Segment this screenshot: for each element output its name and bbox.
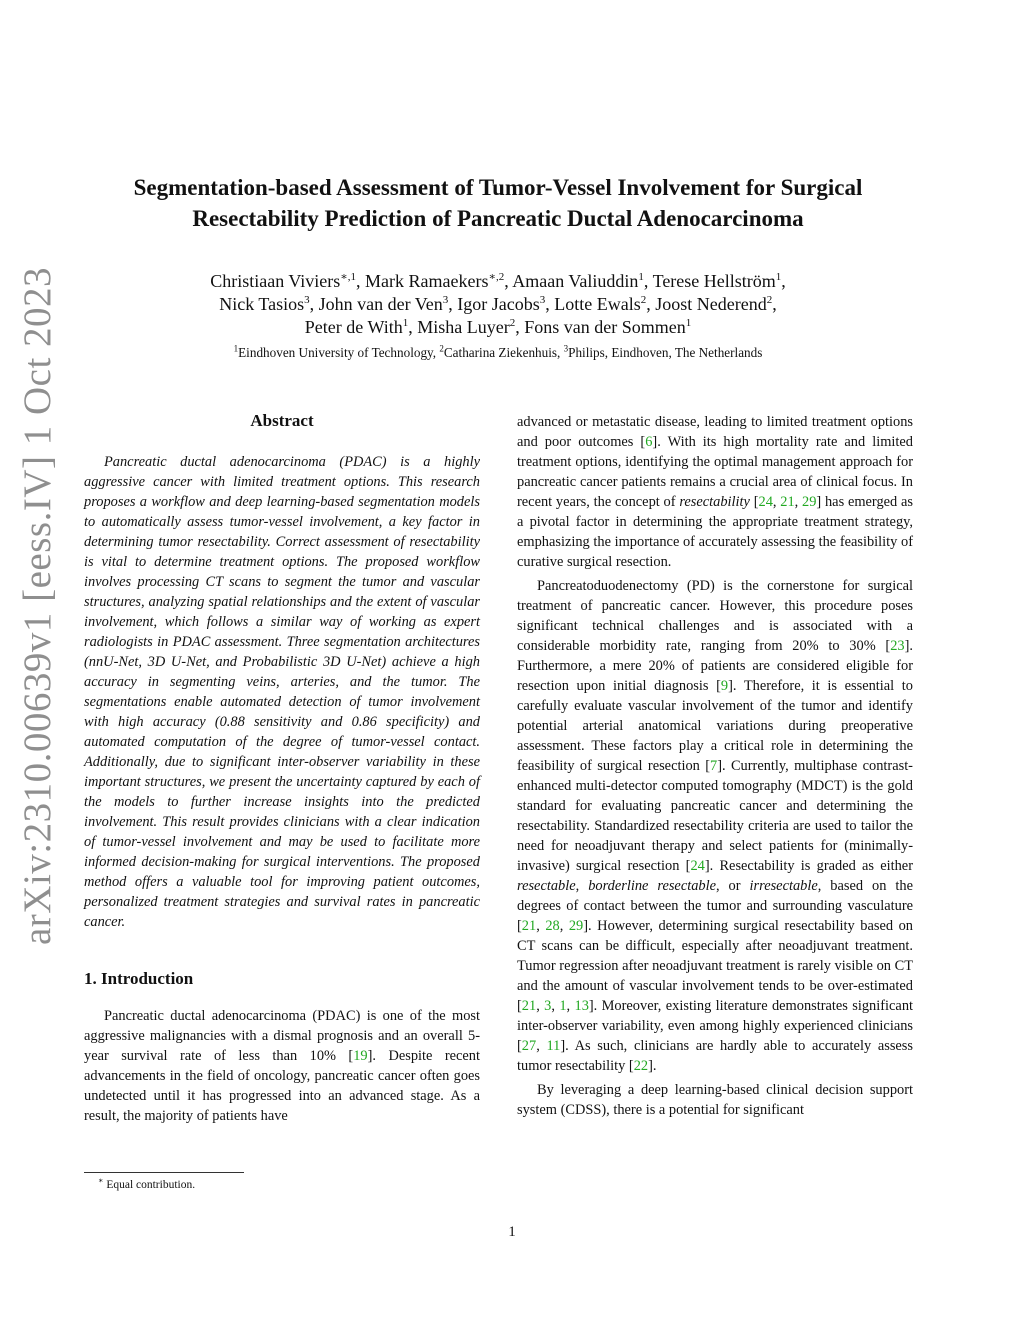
- author-affiliation-mark: 1: [685, 317, 692, 329]
- affiliation-1: $^1$Eindhoven University of Technology,: [233, 343, 440, 360]
- author-affiliation-mark: 2: [509, 317, 516, 329]
- paper-title: [80, 172, 916, 234]
- author-list: [80, 270, 916, 339]
- author-name: John van der Ven: [318, 294, 443, 314]
- citation-link[interactable]: 21: [521, 918, 537, 934]
- citation-link[interactable]: 3: [544, 998, 552, 1014]
- author-name: Terese Hellström: [652, 271, 776, 291]
- author-name: Mark Ramaekers: [365, 271, 489, 291]
- emphasized-term: borderline resectable: [588, 878, 716, 894]
- citation-link[interactable]: 29: [568, 918, 584, 934]
- abstract-heading: Abstract: [250, 411, 314, 430]
- author-line-3: Peter de With$^1$, Misha Luyer$^2$, Fons van der Sommen$^1$: [304, 317, 692, 337]
- citation-link[interactable]: 19: [353, 1048, 368, 1064]
- citation-link[interactable]: 24: [758, 494, 773, 510]
- citation-link[interactable]: 27: [521, 1038, 537, 1054]
- author-affiliation-mark: ∗,2: [488, 271, 505, 283]
- citation-link[interactable]: 7: [710, 758, 718, 774]
- author-affiliation-mark: 1: [402, 317, 409, 329]
- affiliations: [80, 344, 916, 362]
- citation-link[interactable]: 13: [574, 998, 589, 1014]
- citation-link[interactable]: 11: [546, 1038, 561, 1054]
- author-affiliation-mark: 1: [638, 271, 644, 283]
- title-line-1: Segmentation-based Assessment of Tumor-Vessel Involvement for Surgical: [133, 175, 863, 200]
- author-name: Igor Jacobs: [457, 294, 540, 314]
- author-affiliation-mark: 3: [442, 294, 449, 306]
- right-paragraph-1: advanced or metastatic disease, leading to limited treatment options and poor outcomes [6]. With its high mortality rate and limited treatment options, identifying the optimal management approach for pancreatic cancer patients remains a crucial area of clinical focus. In recent years, the concept of resectability [24, 21, 29] has emerged as a pivotal factor in determining the appropriate treatment strategy, emphasizing the importance of accurately assessing the feasibility of curative surgical resection.: [517, 414, 913, 570]
- author-name: Joost Nederend: [655, 294, 767, 314]
- right-column: [517, 412, 913, 1120]
- emphasized-term: resectable: [517, 878, 576, 894]
- citation-link[interactable]: 6: [645, 434, 653, 450]
- intro-paragraph-1: Pancreatic ductal adenocarcinoma (PDAC) is one of the most aggressive malignancies with a dismal prognosis and an overall 5-year survival rate of less than 10% [19]. Despite recent advancements in the field of oncology, pancreatic cancer often goes undetected until it has progressed into an advanced stage. As a result, the majority of patients have: [84, 1008, 480, 1124]
- citation-link[interactable]: 21: [780, 494, 795, 510]
- author-affiliation-mark: 3: [539, 294, 546, 306]
- author-line-1: Christiaan Viviers$^{∗,1}$, Mark Ramaekers$^{∗,2}$, Amaan Valiuddin$^1$, Terese Hellström$^1$,: [210, 271, 786, 291]
- emphasized-term: irresectable: [749, 878, 818, 894]
- citation-link[interactable]: 22: [633, 1058, 649, 1074]
- citation-link[interactable]: 23: [890, 638, 905, 654]
- citation-link[interactable]: 1: [559, 998, 567, 1014]
- abstract-text: Pancreatic ductal adenocarcinoma (PDAC) is a highly aggressive cancer with limited treatment options. This research proposes a workflow and deep learning-based segmentation models to automatically assess tumor-vessel involvement, a key factor in determining tumor resectability. Correct assessment of resectability is vital to determine treatment options. The proposed workflow involves processing CT scans to segment the tumor and vascular structures, analyzing spatial relationships and the extent of vascular involvement, which follows a similar way of working as expert radiologists in PDAC assessment. Three segmentation architectures (nnU-Net, 3D U-Net, and Probabilistic 3D U-Net) achieve a high accuracy in segmenting veins, arteries, and the tumor. The segmentations enable automated detection of tumor involvement with high accuracy (0.88 sensitivity and 0.86 specificity) and automated computation of the degree of tumor-vessel contact. Additionally, due to significant inter-observer variability in these important structures, we present the uncertainty captured by each of the models to further increase insights into the predicted involvement. This result provides clinicians with a clear indication of tumor-vessel involvement and may be used to facilitate more informed decision-making for surgical interventions. The proposed method offers a valuable tool for improving patient outcomes, personalized treatment strategies and survival rates in pancreatic cancer.: [84, 454, 480, 930]
- citation-link[interactable]: 28: [545, 918, 560, 934]
- footnote: ∗ Equal contribution.: [98, 1176, 196, 1191]
- author-name: Amaan Valiuddin: [512, 271, 639, 291]
- emphasized-term: resectability: [679, 494, 750, 510]
- author-name: Nick Tasios: [219, 294, 305, 314]
- citation-link[interactable]: 29: [802, 494, 817, 510]
- introduction-heading: 1. Introduction: [84, 969, 194, 988]
- author-name: Misha Luyer: [417, 317, 510, 337]
- citation-link[interactable]: 9: [720, 678, 729, 694]
- footnote-divider: [84, 1172, 244, 1173]
- affiliation-3: $^3$Philips, Eindhoven, The Netherlands: [563, 343, 763, 360]
- author-name: Peter de With: [304, 317, 403, 337]
- author-affiliation-mark: 2: [640, 294, 647, 306]
- author-name: Lotte Ewals: [554, 294, 641, 314]
- title-line-2: Resectability Prediction of Pancreatic Ductal Adenocarcinoma: [192, 206, 804, 231]
- right-paragraph-3: By leveraging a deep learning-based clinical decision support system (CDSS), there is a potential for significant: [517, 1082, 913, 1118]
- left-column: [84, 410, 480, 1126]
- author-name: Christiaan Viviers: [210, 271, 341, 291]
- citation-link[interactable]: 24: [690, 858, 705, 874]
- author-affiliation-mark: 1: [775, 271, 782, 283]
- right-paragraph-2: Pancreatoduodenectomy (PD) is the cornerstone for surgical treatment of pancreatic cancer. However, this procedure poses significant technical challenges and is associated with a considerable morbidity rate, ranging from 20% to 30% [23]. Furthermore, a mere 20% of patients are considered eligible for resection upon initial diagnosis [9]. Therefore, it is essential to carefully evaluate vascular involvement of the tumor and identify potential arterial anatomical variations during preoperative assessment. These factors play a critical role in determining the feasibility of surgical resection [7]. Currently, multiphase contrast-enhanced multi-detector computed tomography (MDCT) is the gold standard for evaluating pancreatic cancer and determining the resectability. Standardized resectability criteria are used to tailor the need for neoadjuvant therapy and select patients for (minimally-invasive) surgical resection [24]. Resectability is graded as either resectable, borderline resectable, or irresectable, based on the degrees of contact between the tumor and surrounding vasculature [21, 28, 29]. However, determining surgical resectability based on CT scans can be difficult, especially after neoadjuvant treatment. Tumor regression after neoadjuvant treatment is rarely visible on CT and the amount of vascular involvement tends to be over-estimated [21, 3, 1, 13]. Moreover, existing literature demonstrates significant inter-observer variability, even among highly experienced clinicians [27, 11]. As such, clinicians are hardly able to accurately assess tumor resectability [22].: [517, 578, 914, 1074]
- citation-link[interactable]: 21: [521, 998, 537, 1014]
- author-affiliation-mark: ∗,1: [340, 271, 357, 283]
- author-line-2: Nick Tasios$^3$, John van der Ven$^3$, Igor Jacobs$^3$, Lotte Ewals$^2$, Joost Nederend$^2$,: [219, 294, 777, 314]
- author-affiliation-mark: 2: [766, 294, 773, 306]
- page-number: 1: [508, 1224, 516, 1240]
- author-affiliation-mark: 3: [304, 294, 310, 306]
- affiliation-2: $^2$Catharina Ziekenhuis,: [439, 343, 564, 360]
- arxiv-identifier: arXiv:2310.00639v1 [eess.IV] 1 Oct 2023: [16, 266, 59, 945]
- author-name: Fons van der Sommen: [524, 317, 686, 337]
